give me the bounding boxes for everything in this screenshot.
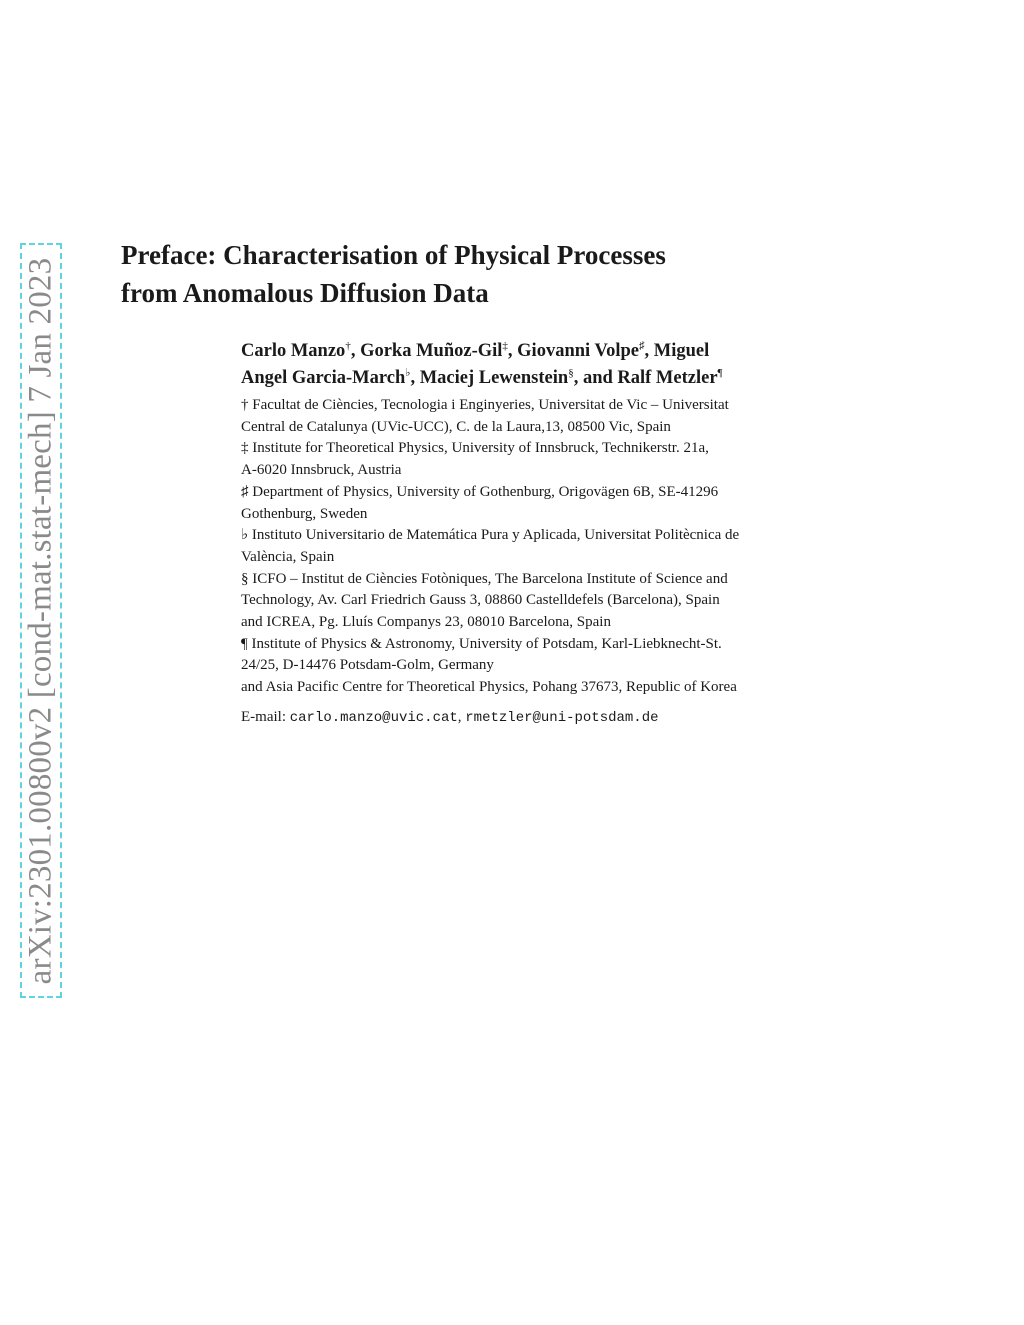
email-link-metzler[interactable]: rmetzler@uni-potsdam.de [465,710,659,726]
affiliation-mark: ♯ [639,340,645,352]
author-name: , and Ralf Metzler [573,368,718,388]
affiliation-list [241,395,881,699]
arxiv-identifier: arXiv:2301.00800v2 [cond-mat.stat-mech] 7 Jan 2023 [22,257,59,984]
author-name: Angel Garcia-March [241,368,406,388]
arxiv-stamp [20,243,62,998]
author-line-2 [241,365,881,392]
title-line-1: Preface: Characterisation of Physical Processes [121,240,666,270]
affiliation-mark: ‡ [502,340,508,352]
author-name: Carlo Manzo [241,341,346,361]
author-name: , Giovanni Volpe [507,341,640,361]
affiliation-line: ‡ Institute for Theoretical Physics, University of Innsbruck, Technikerstr. 21a, [241,440,709,457]
affiliation-line: Gothenburg, Sweden [241,505,368,522]
affiliation-mark: ♭ [405,367,411,379]
affiliation-line: and ICREA, Pg. Lluís Companys 23, 08010 Barcelona, Spain [241,614,611,631]
affiliation-line: ♭ Instituto Universitario de Matemática Pura y Aplicada, Universitat Politècnica de [241,527,740,544]
affiliation-line: València, Spain [241,548,335,565]
affiliation-mark: † [345,340,351,352]
affiliation-line: ♯ Department of Physics, University of Gothenburg, Origovägen 6B, SE-41296 [241,483,719,500]
affiliation-line: Technology, Av. Carl Friedrich Gauss 3, 08860 Castelldefels (Barcelona), Spain [241,592,720,609]
email-label: E-mail: [241,709,290,725]
email-link-manzo[interactable]: carlo.manzo@uvic.cat [289,710,458,726]
affiliation-mark: § [568,367,574,379]
email-line [241,707,881,729]
affiliation-mark: ¶ [717,367,723,379]
author-name: , Maciej Lewenstein [410,368,569,388]
affiliation-line: ¶ Institute of Physics & Astronomy, University of Potsdam, Karl-Liebknecht-St. [241,635,722,652]
affiliation-line: § ICFO – Institut de Ciències Fotòniques, The Barcelona Institute of Science and [241,570,728,587]
author-name: , Miguel [644,341,710,361]
title-line-2: from Anomalous Diffusion Data [121,278,489,308]
affiliation-line: and Asia Pacific Centre for Theoretical Physics, Pohang 37673, Republic of Korea [241,679,737,696]
paper-title [121,236,841,312]
author-list [241,338,881,392]
author-name: , Gorka Muñoz-Gil [350,341,503,361]
affiliation-line: Central de Catalunya (UVic-UCC), C. de la Laura,13, 08500 Vic, Spain [241,418,671,435]
affiliation-line: 24/25, D-14476 Potsdam-Golm, Germany [241,657,494,674]
author-line-1 [241,338,881,365]
affiliation-line: A-6020 Innsbruck, Austria [241,462,402,479]
email-separator: , [457,709,466,725]
affiliation-line: † Facultat de Ciències, Tecnologia i Enginyeries, Universitat de Vic – Universitat [241,397,729,413]
